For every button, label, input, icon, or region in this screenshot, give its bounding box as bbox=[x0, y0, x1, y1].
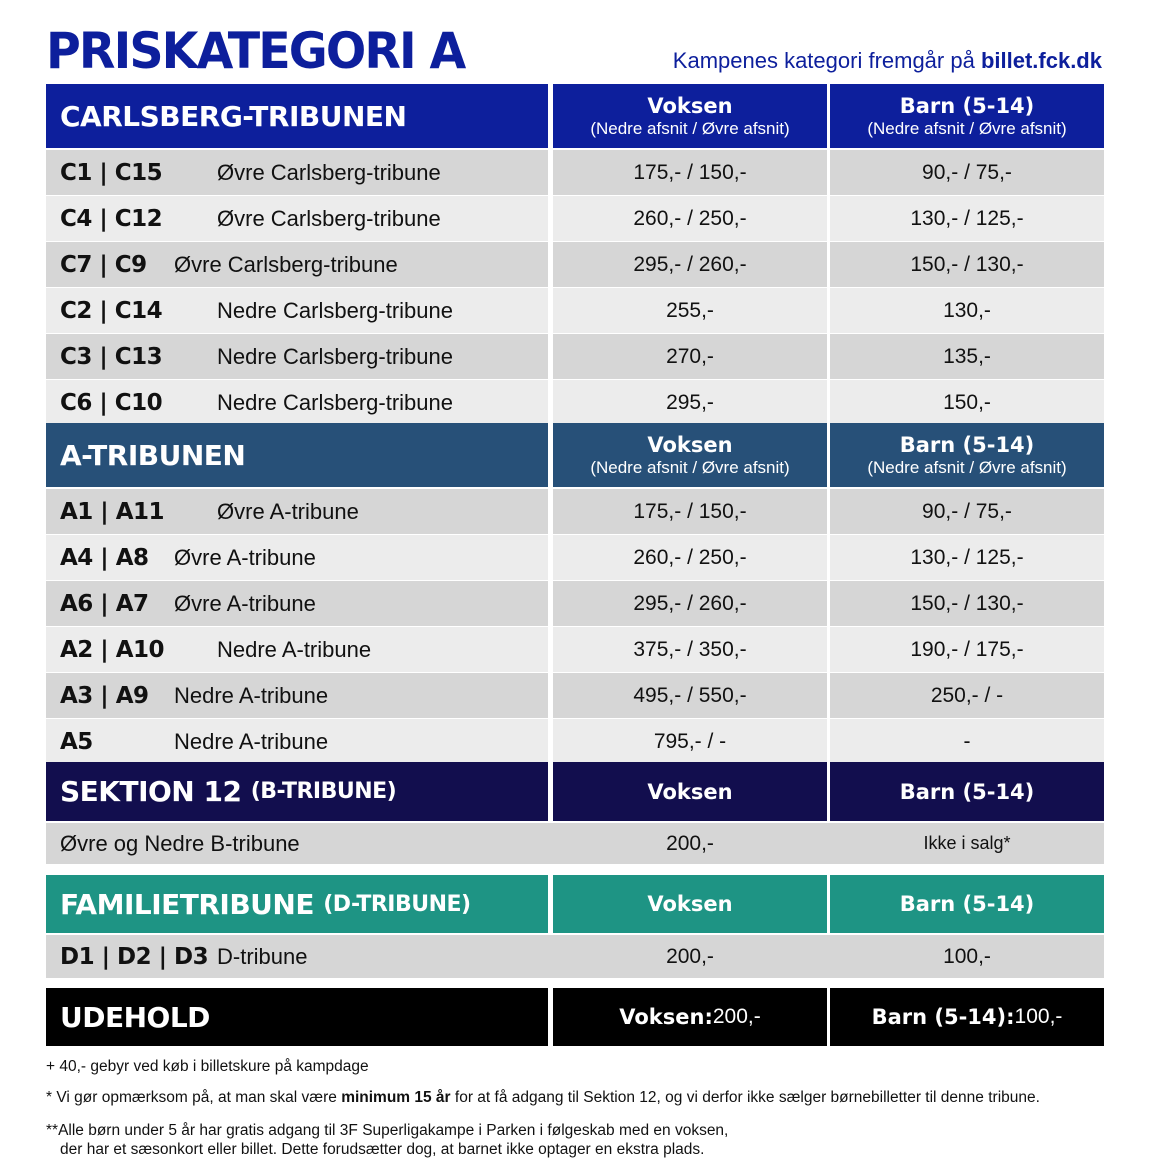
carlsberg-table bbox=[46, 84, 1104, 426]
udehold-title: UDEHOLD bbox=[46, 988, 548, 1046]
row-label bbox=[46, 535, 548, 580]
child-price: 130,- bbox=[830, 288, 1104, 333]
table-row bbox=[46, 196, 1104, 241]
a-tribune-title: A-TRIBUNEN bbox=[46, 423, 548, 487]
table-row bbox=[46, 673, 1104, 718]
section-code: C6 | C10 bbox=[60, 389, 163, 416]
child-price: 130,- / 125,- bbox=[830, 196, 1104, 241]
section-description: Øvre Carlsberg-tribune bbox=[217, 159, 441, 185]
section-description: D-tribune bbox=[217, 943, 308, 969]
section-description: Nedre Carlsberg-tribune bbox=[217, 389, 453, 415]
row-label bbox=[46, 288, 548, 333]
section-description: Nedre Carlsberg-tribune bbox=[217, 297, 453, 323]
adult-label: Voksen bbox=[647, 779, 733, 804]
section-description: Øvre Carlsberg-tribune bbox=[174, 251, 398, 277]
adult-price: 175,- / 150,- bbox=[553, 489, 827, 534]
child-label: Barn (5-14) bbox=[899, 892, 1035, 916]
adult-label: Voksen bbox=[647, 892, 733, 916]
adult-price: 200,- bbox=[553, 935, 827, 978]
familie-table bbox=[46, 875, 1104, 979]
age-note-c: for at få adgang til Sektion 12, og vi derfor ikke sælger børnebilletter til denne tribune. bbox=[450, 1089, 1040, 1106]
adult-price: 270,- bbox=[553, 334, 827, 379]
row-description: Øvre og Nedre B-tribune bbox=[46, 823, 548, 864]
children-note-line2: der har et sæsonkort eller billet. Dette forudsætter dog, at barnet ikke optager en ekstra plads. bbox=[60, 1141, 705, 1158]
adult-price: 260,- / 250,- bbox=[553, 535, 827, 580]
sektion12-header bbox=[46, 762, 1104, 821]
row-label bbox=[46, 489, 548, 534]
table-row bbox=[46, 288, 1104, 333]
child-sub-label: (Nedre afsnit / Øvre afsnit) bbox=[867, 118, 1067, 138]
adult-label: Voksen bbox=[647, 432, 733, 457]
row-label bbox=[46, 673, 548, 718]
udehold-adult-price: 200,- bbox=[712, 1005, 761, 1028]
section-description: Nedre A-tribune bbox=[217, 636, 372, 662]
age-note-a: * Vi gør opmærksom på, at man skal være bbox=[46, 1089, 342, 1106]
table-row bbox=[46, 719, 1104, 764]
table-row bbox=[46, 535, 1104, 580]
row-label bbox=[46, 334, 548, 379]
child-price: - bbox=[830, 719, 1104, 764]
table-row bbox=[46, 935, 1104, 978]
section-description: Nedre A-tribune bbox=[174, 728, 329, 754]
udehold-table bbox=[46, 988, 1104, 1048]
child-price: 250,- / - bbox=[830, 673, 1104, 718]
a-tribune-table bbox=[46, 423, 1104, 765]
category-info-text: Kampenes kategori fremgår på bbox=[672, 48, 981, 73]
sektion12-adult-header bbox=[553, 762, 827, 821]
child-price: 130,- / 125,- bbox=[830, 535, 1104, 580]
section-description: Nedre Carlsberg-tribune bbox=[217, 343, 453, 369]
table-row bbox=[46, 242, 1104, 287]
section-code: C3 | C13 bbox=[60, 343, 163, 370]
section-code: D1 | D2 | D3 bbox=[60, 943, 209, 970]
adult-price: 295,- / 260,- bbox=[553, 242, 827, 287]
section-code: C7 | C9 bbox=[60, 251, 147, 278]
a-tribune-child-header bbox=[830, 423, 1104, 487]
familie-child-header bbox=[830, 875, 1104, 933]
adult-price: 200,- bbox=[553, 823, 827, 864]
sektion12-table bbox=[46, 762, 1104, 865]
adult-price: 175,- / 150,- bbox=[553, 150, 827, 195]
section-description: Øvre A-tribune bbox=[174, 544, 316, 570]
child-price: 90,- / 75,- bbox=[830, 150, 1104, 195]
familie-title-small: (D-TRIBUNE) bbox=[323, 891, 471, 917]
table-row bbox=[46, 334, 1104, 379]
child-price: 150,- / 130,- bbox=[830, 581, 1104, 626]
adult-price: 295,- bbox=[553, 380, 827, 425]
sektion12-child-header bbox=[830, 762, 1104, 821]
category-info bbox=[673, 48, 1102, 74]
child-price: 100,- bbox=[830, 935, 1104, 978]
familie-header bbox=[46, 875, 1104, 933]
row-label bbox=[46, 380, 548, 425]
adult-price: 795,- / - bbox=[553, 719, 827, 764]
a-tribune-adult-header bbox=[553, 423, 827, 487]
table-row bbox=[46, 581, 1104, 626]
udehold-child-price: 100,- bbox=[1014, 1005, 1063, 1028]
adult-price: 295,- / 260,- bbox=[553, 581, 827, 626]
adult-price: 255,- bbox=[553, 288, 827, 333]
age-note bbox=[46, 1089, 1040, 1107]
sektion12-title-main: SEKTION 12 bbox=[60, 775, 242, 808]
adult-sub-label: (Nedre afsnit / Øvre afsnit) bbox=[590, 457, 790, 477]
carlsberg-adult-header bbox=[553, 84, 827, 148]
row-label bbox=[46, 150, 548, 195]
section-code: A1 | A11 bbox=[60, 498, 165, 525]
child-sub-label: (Nedre afsnit / Øvre afsnit) bbox=[867, 457, 1067, 477]
section-code: A6 | A7 bbox=[60, 590, 149, 617]
table-row bbox=[46, 380, 1104, 425]
age-note-b: minimum 15 år bbox=[341, 1089, 451, 1106]
sektion12-title-small: (B-TRIBUNE) bbox=[250, 779, 397, 804]
page-title: PRISKATEGORI A bbox=[46, 22, 465, 80]
section-code: C4 | C12 bbox=[60, 205, 163, 232]
section-code: A4 | A8 bbox=[60, 544, 149, 571]
familie-title bbox=[46, 875, 548, 933]
section-description: Øvre A-tribune bbox=[217, 498, 359, 524]
section-description: Nedre A-tribune bbox=[174, 682, 329, 708]
section-code: A3 | A9 bbox=[60, 682, 149, 709]
section-code: C2 | C14 bbox=[60, 297, 163, 324]
row-label bbox=[46, 627, 548, 672]
adult-label: Voksen bbox=[647, 93, 733, 118]
row-label bbox=[46, 196, 548, 241]
billet-link[interactable]: billet.fck.dk bbox=[980, 48, 1102, 73]
adult-price: 495,- / 550,- bbox=[553, 673, 827, 718]
adult-price: 375,- / 350,- bbox=[553, 627, 827, 672]
section-description: Øvre A-tribune bbox=[174, 590, 316, 616]
child-price: 150,- bbox=[830, 380, 1104, 425]
child-price: 135,- bbox=[830, 334, 1104, 379]
table-row bbox=[46, 489, 1104, 534]
child-label: Barn (5-14) bbox=[899, 779, 1035, 804]
child-price: 190,- / 175,- bbox=[830, 627, 1104, 672]
udehold-row bbox=[46, 988, 1104, 1046]
table-row bbox=[46, 150, 1104, 195]
udehold-adult-label: Voksen: bbox=[619, 1005, 713, 1029]
udehold-child-label: Barn (5-14): bbox=[871, 1005, 1015, 1029]
table-row bbox=[46, 823, 1104, 864]
child-price: Ikke i salg* bbox=[830, 823, 1104, 864]
adult-sub-label: (Nedre afsnit / Øvre afsnit) bbox=[590, 118, 790, 138]
familie-title-main: FAMILIETRIBUNE bbox=[60, 887, 314, 921]
child-price: 90,- / 75,- bbox=[830, 489, 1104, 534]
udehold-child bbox=[830, 988, 1104, 1046]
udehold-adult bbox=[553, 988, 827, 1046]
child-price: 150,- / 130,- bbox=[830, 242, 1104, 287]
carlsberg-child-header bbox=[830, 84, 1104, 148]
row-label bbox=[46, 719, 548, 764]
sektion12-title bbox=[46, 762, 548, 821]
carlsberg-header bbox=[46, 84, 1104, 148]
section-code: A2 | A10 bbox=[60, 636, 165, 663]
table-row bbox=[46, 627, 1104, 672]
row-label bbox=[46, 581, 548, 626]
section-description: Øvre Carlsberg-tribune bbox=[217, 205, 441, 231]
section-code: C1 | C15 bbox=[60, 159, 163, 186]
row-label bbox=[46, 935, 548, 978]
carlsberg-title: CARLSBERG-TRIBUNEN bbox=[46, 84, 548, 148]
row-label bbox=[46, 242, 548, 287]
familie-adult-header bbox=[553, 875, 827, 933]
child-label: Barn (5-14) bbox=[899, 93, 1035, 118]
child-label: Barn (5-14) bbox=[899, 432, 1035, 457]
fee-note: + 40,- gebyr ved køb i billetskure på kampdage bbox=[46, 1058, 369, 1075]
children-note-line1: **Alle børn under 5 år har gratis adgang til 3F Superligakampe i Parken i følgeskab med en voksen, bbox=[46, 1122, 729, 1139]
adult-price: 260,- / 250,- bbox=[553, 196, 827, 241]
a-tribune-header bbox=[46, 423, 1104, 487]
section-code: A5 bbox=[60, 728, 93, 755]
